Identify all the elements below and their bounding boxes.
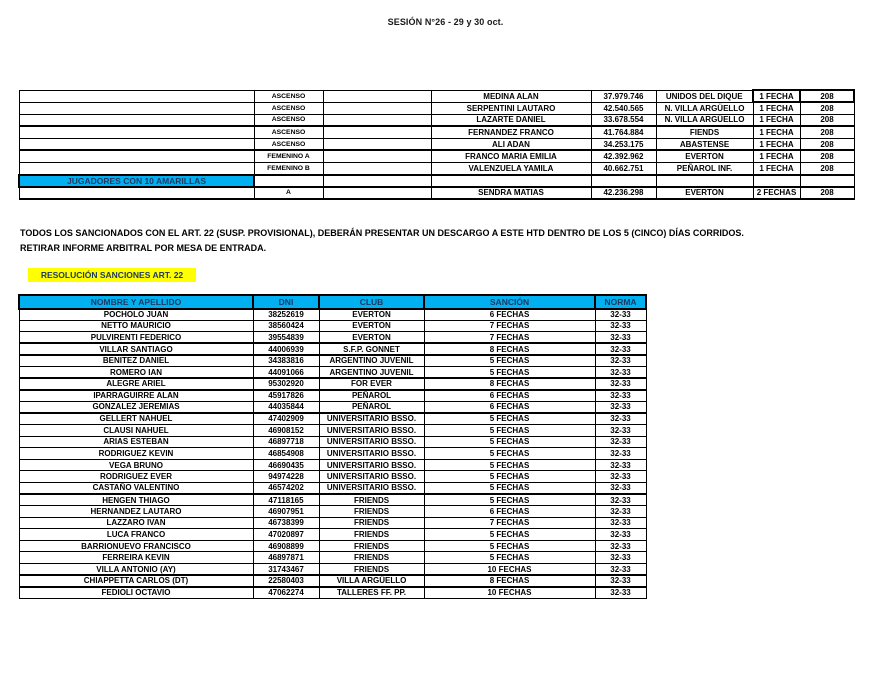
dni-cell: 44035844 [253, 401, 319, 413]
sanction-cell: 6 FECHAS [424, 401, 595, 413]
player-name-cell: FERREIRA KEVIN [19, 552, 253, 564]
player-name-cell: NETTO MAURICIO [19, 320, 253, 332]
norma-cell: 32-33 [595, 517, 646, 529]
club-cell: VILLA ARGÜELLO [319, 575, 424, 587]
dni-cell: 46907951 [253, 506, 319, 518]
player-name-cell [431, 175, 591, 187]
club-cell: UNIVERSITARIO BSSO. [319, 459, 424, 471]
norma-cell: 32-33 [595, 355, 646, 367]
norma-cell: 32-33 [595, 587, 646, 599]
norma-cell: 32-33 [595, 413, 646, 425]
sanction-cell: 10 FECHAS [424, 587, 595, 599]
spacer-cell [323, 163, 431, 175]
sanction-cell: 5 FECHAS [424, 424, 595, 436]
spacer-cell [323, 138, 431, 150]
player-name-cell: SENDRA MATIAS [431, 187, 591, 199]
club-cell: S.F.P. GONNET [319, 343, 424, 355]
sanction-cell: 5 FECHAS [424, 471, 595, 483]
sanction-cell: 1 FECHA [753, 126, 800, 138]
norma-cell: 32-33 [595, 482, 646, 494]
left-label-cell [19, 102, 254, 114]
player-name-cell: GELLERT NAHUEL [19, 413, 253, 425]
dni-cell: 42.392.962 [591, 150, 656, 162]
norma-cell: 208 [800, 114, 854, 126]
art22-sanctions-table [18, 294, 647, 599]
club-cell: N. VILLA ARGÜELLO [656, 102, 753, 114]
player-name-cell: GONZALEZ JEREMIAS [19, 401, 253, 413]
club-cell: EVERTON [656, 150, 753, 162]
category-cell: ASCENSO [254, 138, 323, 150]
player-name-cell: VILLAR SANTIAGO [19, 343, 253, 355]
notice-text [20, 226, 880, 255]
sanction-cell: 1 FECHA [753, 90, 800, 102]
player-name-cell: VEGA BRUNO [19, 459, 253, 471]
norma-cell: 32-33 [595, 448, 646, 460]
dni-cell: 94974228 [253, 471, 319, 483]
player-name-cell: LAZARTE DANIEL [431, 114, 591, 126]
norma-cell: 32-33 [595, 320, 646, 332]
table-row [19, 575, 646, 587]
sanction-cell: 5 FECHAS [424, 413, 595, 425]
category-cell: FEMENINO A [254, 150, 323, 162]
club-cell: EVERTON [319, 332, 424, 344]
sanction-cell: 1 FECHA [753, 150, 800, 162]
norma-cell: 32-33 [595, 552, 646, 564]
dni-cell: 46897718 [253, 436, 319, 448]
norma-cell: 32-33 [595, 564, 646, 576]
table-row [19, 138, 854, 150]
norma-cell: 32-33 [595, 575, 646, 587]
category-cell: ASCENSO [254, 90, 323, 102]
club-cell: FRIENDS [319, 552, 424, 564]
table-row [19, 459, 646, 471]
club-cell: FRIENDS [319, 494, 424, 506]
session-title: SESIÓN N°26 - 29 y 30 oct. [387, 17, 504, 27]
table-row [19, 175, 854, 187]
sanction-cell: 5 FECHAS [424, 448, 595, 460]
dni-cell: 37.979.746 [591, 90, 656, 102]
sanction-cell: 1 FECHA [753, 102, 800, 114]
norma-cell: 208 [800, 102, 854, 114]
table-row [19, 482, 646, 494]
left-label-cell [19, 138, 254, 150]
spacer-cell [323, 150, 431, 162]
general-sanctions-table [18, 89, 855, 200]
norma-cell: 208 [800, 150, 854, 162]
notice-line-1: TODOS LOS SANCIONADOS CON EL ART. 22 (SUSP. PROVISIONAL), DEBERÁN PRESENTAR UN DESCARGO A ESTE HTD DENTRO DE LOS 5 (CINCO) DÍAS CORRIDOS. [20, 228, 744, 238]
dni-cell: 46690435 [253, 459, 319, 471]
norma-cell: 208 [800, 138, 854, 150]
club-cell: UNIVERSITARIO BSSO. [319, 413, 424, 425]
sanction-cell: 7 FECHAS [424, 517, 595, 529]
player-name-cell: HERNANDEZ LAUTARO [19, 506, 253, 518]
norma-cell: 208 [800, 187, 854, 199]
dni-cell: 95302920 [253, 378, 319, 390]
norma-cell: 32-33 [595, 401, 646, 413]
spacer-cell [323, 175, 431, 187]
norma-cell: 32-33 [595, 309, 646, 321]
dni-cell: 46574202 [253, 482, 319, 494]
player-name-cell: VILLA ANTONIO (AY) [19, 564, 253, 576]
dni-cell: 46854908 [253, 448, 319, 460]
player-name-cell: ARIAS ESTEBAN [19, 436, 253, 448]
sanction-cell: 5 FECHAS [424, 529, 595, 541]
notice-line-2: RETIRAR INFORME ARBITRAL POR MESA DE ENTRADA. [20, 242, 267, 253]
club-cell: UNIVERSITARIO BSSO. [319, 482, 424, 494]
sanction-cell: 6 FECHAS [424, 309, 595, 321]
table-row [19, 552, 646, 564]
left-label-cell [19, 187, 254, 199]
dni-cell: 44006939 [253, 343, 319, 355]
sanction-cell: 7 FECHAS [424, 320, 595, 332]
dni-cell: 47118165 [253, 494, 319, 506]
sanction-cell: 5 FECHAS [424, 482, 595, 494]
player-name-cell: FERNANDEZ FRANCO [431, 126, 591, 138]
dni-cell: 38252619 [253, 309, 319, 321]
spacer-cell [323, 126, 431, 138]
table-row [19, 564, 646, 576]
table-row [19, 529, 646, 541]
player-name-cell: CASTAÑO VALENTINO [19, 482, 253, 494]
sanction-cell: 1 FECHA [753, 138, 800, 150]
sanction-cell: 7 FECHAS [424, 332, 595, 344]
left-label-cell [19, 114, 254, 126]
table-row [19, 150, 854, 162]
category-cell: A [254, 187, 323, 199]
club-cell: UNIVERSITARIO BSSO. [319, 471, 424, 483]
sanction-cell: 5 FECHAS [424, 459, 595, 471]
left-label-cell: JUGADORES CON 10 AMARILLAS [19, 175, 254, 187]
table-row [19, 424, 646, 436]
player-name-cell: LUCA FRANCO [19, 529, 253, 541]
player-name-cell: CLAUSI NAHUEL [19, 424, 253, 436]
table-row [19, 366, 646, 378]
club-cell: UNIVERSITARIO BSSO. [319, 448, 424, 460]
table-row [19, 517, 646, 529]
norma-cell [800, 175, 854, 187]
club-cell: FRIENDS [319, 540, 424, 552]
table-row [19, 114, 854, 126]
player-name-cell: SERPENTINI LAUTARO [431, 102, 591, 114]
dni-cell: 42.540.565 [591, 102, 656, 114]
sanction-cell: 1 FECHA [753, 163, 800, 175]
norma-cell: 32-33 [595, 332, 646, 344]
dni-cell: 46908152 [253, 424, 319, 436]
table-row [19, 587, 646, 599]
club-cell: FRIENDS [319, 564, 424, 576]
dni-cell: 31743467 [253, 564, 319, 576]
dni-cell: 34383816 [253, 355, 319, 367]
dni-cell: 33.678.554 [591, 114, 656, 126]
table-row [19, 506, 646, 518]
spacer-cell [323, 187, 431, 199]
table-row [19, 187, 854, 199]
club-cell: FRIENDS [319, 529, 424, 541]
club-cell: ABASTENSE [656, 138, 753, 150]
table-row [19, 448, 646, 460]
table-row [19, 471, 646, 483]
table-row [19, 378, 646, 390]
club-cell: ARGENTINO JUVENIL [319, 366, 424, 378]
table-row [19, 540, 646, 552]
player-name-cell: BENITEZ DANIEL [19, 355, 253, 367]
sanction-cell: 10 FECHAS [424, 564, 595, 576]
player-name-cell: RODRIGUEZ KEVIN [19, 448, 253, 460]
sanction-cell: 6 FECHAS [424, 390, 595, 402]
sanctions-table-body [19, 309, 646, 599]
player-name-cell: RODRIGUEZ EVER [19, 471, 253, 483]
player-name-cell: PULVIRENTI FEDERICO [19, 332, 253, 344]
sanction-cell: 5 FECHAS [424, 355, 595, 367]
norma-cell: 32-33 [595, 540, 646, 552]
category-cell: FEMENINO B [254, 163, 323, 175]
table-row [19, 126, 854, 138]
dni-cell: 46908899 [253, 540, 319, 552]
club-cell [656, 175, 753, 187]
table-row [19, 413, 646, 425]
player-name-cell: ROMERO IAN [19, 366, 253, 378]
club-cell: FOR EVER [319, 378, 424, 390]
norma-cell: 32-33 [595, 378, 646, 390]
norma-cell: 32-33 [595, 459, 646, 471]
spacer-cell [323, 90, 431, 102]
club-cell: TALLERES FF. PP. [319, 587, 424, 599]
dni-cell [591, 175, 656, 187]
column-header: DNI [253, 295, 319, 309]
left-label-cell [19, 126, 254, 138]
category-cell: ASCENSO [254, 102, 323, 114]
player-name-cell: ALEGRE ARIEL [19, 378, 253, 390]
norma-cell: 32-33 [595, 471, 646, 483]
player-name-cell: VALENZUELA YAMILA [431, 163, 591, 175]
club-cell: UNIVERSITARIO BSSO. [319, 436, 424, 448]
table-row [19, 355, 646, 367]
player-name-cell: BARRIONUEVO FRANCISCO [19, 540, 253, 552]
sanctions-header-row [19, 295, 646, 309]
norma-cell: 32-33 [595, 506, 646, 518]
player-name-cell: CHIAPPETTA CARLOS (DT) [19, 575, 253, 587]
table-row [19, 332, 646, 344]
norma-cell: 32-33 [595, 494, 646, 506]
club-cell: UNIDOS DEL DIQUE [656, 90, 753, 102]
club-cell: ARGENTINO JUVENIL [319, 355, 424, 367]
category-cell [254, 175, 323, 187]
club-cell: PEÑAROL [319, 390, 424, 402]
club-cell: FRIENDS [319, 506, 424, 518]
spacer-cell [323, 102, 431, 114]
dni-cell: 44091066 [253, 366, 319, 378]
club-cell: PEÑAROL [319, 401, 424, 413]
dni-cell: 46897871 [253, 552, 319, 564]
norma-cell: 32-33 [595, 343, 646, 355]
dni-cell: 42.236.298 [591, 187, 656, 199]
left-label-cell [19, 163, 254, 175]
dni-cell: 22580403 [253, 575, 319, 587]
sanction-cell: 2 FECHAS [753, 187, 800, 199]
sanction-cell: 8 FECHAS [424, 378, 595, 390]
top-table-body [19, 90, 854, 199]
player-name-cell: LAZZARO IVAN [19, 517, 253, 529]
sanction-cell: 8 FECHAS [424, 575, 595, 587]
table-row [19, 90, 854, 102]
dni-cell: 47020897 [253, 529, 319, 541]
norma-cell: 208 [800, 163, 854, 175]
club-cell: PEÑAROL INF. [656, 163, 753, 175]
table-row [19, 102, 854, 114]
club-cell: EVERTON [319, 320, 424, 332]
column-header: SANCIÓN [424, 295, 595, 309]
player-name-cell: FEDIOLI OCTAVIO [19, 587, 253, 599]
club-cell: N. VILLA ARGÜELLO [656, 114, 753, 126]
table-row [19, 163, 854, 175]
norma-cell: 208 [800, 90, 854, 102]
sanction-cell: 8 FECHAS [424, 343, 595, 355]
player-name-cell: HENGEN THIAGO [19, 494, 253, 506]
norma-cell: 32-33 [595, 390, 646, 402]
norma-cell: 32-33 [595, 366, 646, 378]
spacer-cell [323, 114, 431, 126]
sanction-cell [753, 175, 800, 187]
player-name-cell: POCHOLO JUAN [19, 309, 253, 321]
sanction-cell: 1 FECHA [753, 114, 800, 126]
norma-cell: 32-33 [595, 424, 646, 436]
dni-cell: 47062274 [253, 587, 319, 599]
player-name-cell: IPARRAGUIRRE ALAN [19, 390, 253, 402]
left-label-cell [19, 150, 254, 162]
player-name-cell: FRANCO MARIA EMILIA [431, 150, 591, 162]
player-name-cell: MEDINA ALAN [431, 90, 591, 102]
sanction-cell: 5 FECHAS [424, 366, 595, 378]
dni-cell: 46738399 [253, 517, 319, 529]
club-cell: UNIVERSITARIO BSSO. [319, 424, 424, 436]
norma-cell: 32-33 [595, 529, 646, 541]
sanction-cell: 5 FECHAS [424, 494, 595, 506]
table-row [19, 401, 646, 413]
left-label-cell [19, 90, 254, 102]
column-header: CLUB [319, 295, 424, 309]
player-name-cell: ALI ADAN [431, 138, 591, 150]
category-cell: ASCENSO [254, 126, 323, 138]
dni-cell: 47402909 [253, 413, 319, 425]
dni-cell: 34.253.175 [591, 138, 656, 150]
dni-cell: 41.764.884 [591, 126, 656, 138]
dni-cell: 40.662.751 [591, 163, 656, 175]
table-row [19, 343, 646, 355]
norma-cell: 208 [800, 126, 854, 138]
table-row [19, 309, 646, 321]
sanction-cell: 5 FECHAS [424, 540, 595, 552]
sanction-cell: 6 FECHAS [424, 506, 595, 518]
club-cell: FIENDS [656, 126, 753, 138]
column-header: NORMA [595, 295, 646, 309]
resolution-label: RESOLUCIÓN SANCIONES ART. 22 [28, 268, 196, 282]
dni-cell: 45917826 [253, 390, 319, 402]
dni-cell: 39554839 [253, 332, 319, 344]
norma-cell: 32-33 [595, 436, 646, 448]
table-row [19, 320, 646, 332]
club-cell: FRIENDS [319, 517, 424, 529]
table-row [19, 436, 646, 448]
table-row [19, 390, 646, 402]
dni-cell: 38560424 [253, 320, 319, 332]
sanction-cell: 5 FECHAS [424, 436, 595, 448]
category-cell: ASCENSO [254, 114, 323, 126]
column-header: NOMBRE Y APELLIDO [19, 295, 253, 309]
club-cell: EVERTON [319, 309, 424, 321]
sanction-cell: 5 FECHAS [424, 552, 595, 564]
club-cell: EVERTON [656, 187, 753, 199]
table-row [19, 494, 646, 506]
